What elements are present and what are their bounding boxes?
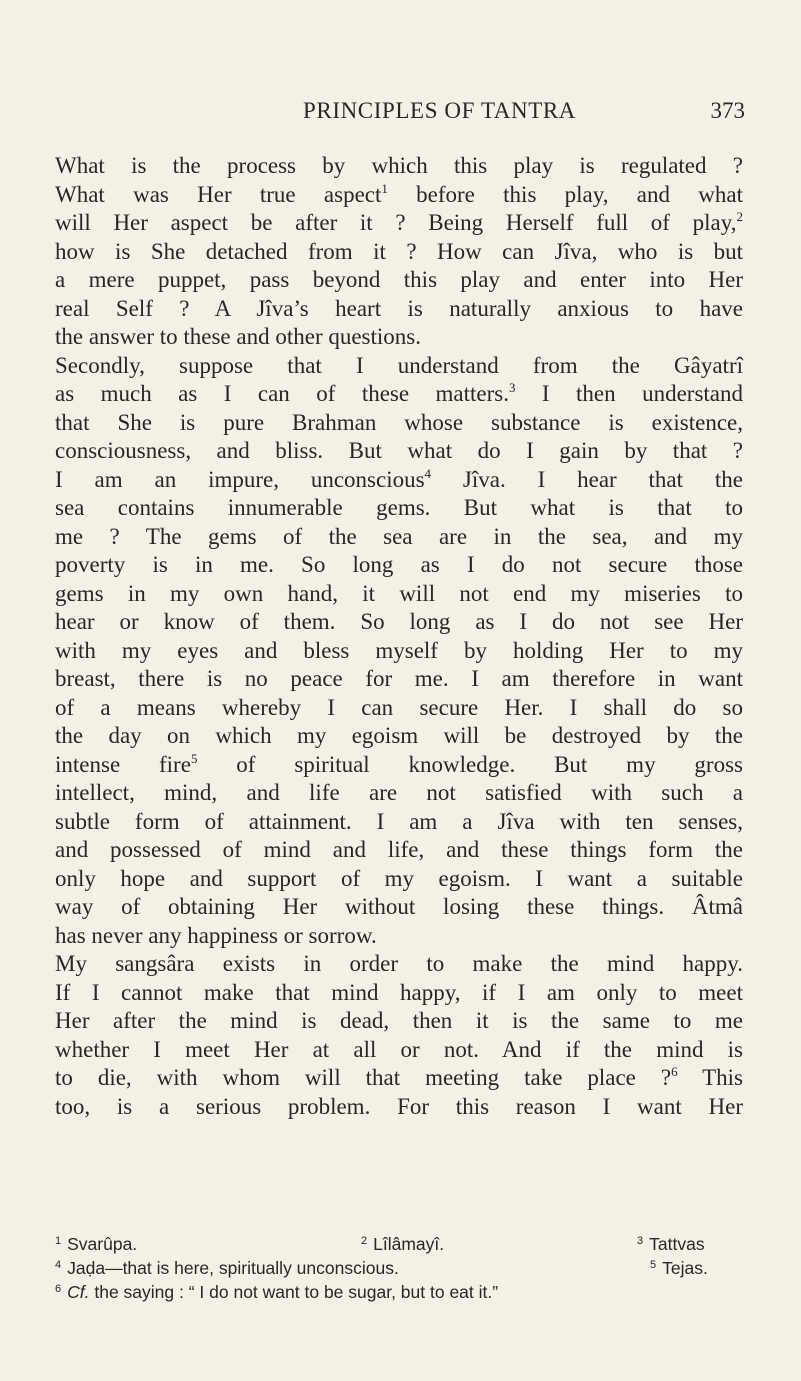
footnote-row bbox=[55, 1256, 743, 1280]
text-line: What was Her true aspect$^1$ before this play, and what bbox=[55, 180, 743, 207]
text-line: as much as I can of these matters.$^3$ I then understand bbox=[55, 380, 743, 406]
text-line: whether I meet Her at all or not. And if the mind is bbox=[55, 1036, 743, 1062]
text-line: with my eyes and bless myself by holding Her to my bbox=[55, 637, 743, 663]
footnote-row bbox=[55, 1232, 743, 1256]
footnote-5: $^5$ Tejas. bbox=[650, 1258, 708, 1278]
text-line: how is She detached from it ? How can Jîva, who is but bbox=[55, 238, 743, 264]
text-line: has never any happiness or sorrow. bbox=[55, 922, 377, 948]
text-line: intense fire$^5$ of spiritual knowledge. But my gross bbox=[55, 750, 743, 777]
page-header bbox=[0, 98, 801, 132]
text-line: subtle form of attainment. I am a Jîva with ten senses, bbox=[55, 808, 743, 834]
text-line: gems in my own hand, it will not end my miseries to bbox=[55, 580, 743, 606]
text-line: My sangsâra exists in order to make the mind happy. bbox=[55, 951, 743, 976]
text-line: intellect, mind, and life are not satisfied with such a bbox=[55, 780, 743, 805]
text-line: sea contains innumerable gems. But what is that to bbox=[55, 495, 743, 520]
text-line: and possessed of mind and life, and these things form the bbox=[55, 837, 743, 862]
text-line: If I cannot make that mind happy, if I am only to meet bbox=[55, 979, 743, 1005]
text-line: me ? The gems of the sea are in the sea, and my bbox=[55, 523, 743, 549]
text-line: the answer to these and other questions. bbox=[55, 324, 421, 349]
text-line: real Self ? A Jîva’s heart is naturally anxious to have bbox=[55, 295, 743, 321]
text-line: will Her aspect be after it ? Being Herself full of play,$^2$ bbox=[55, 209, 743, 235]
footnote-row bbox=[55, 1280, 743, 1304]
footnotes bbox=[55, 1232, 743, 1304]
footnote-1: $^1$ Svarûpa. bbox=[55, 1234, 138, 1254]
footnote-3: $^3$ Tattvas bbox=[637, 1234, 705, 1254]
text-line: a mere puppet, pass beyond this play and enter into Her bbox=[55, 267, 743, 292]
text-line: Secondly, suppose that I understand from the Gâyatrî bbox=[55, 352, 743, 378]
text-line: way of obtaining Her without losing these things. Âtmâ bbox=[55, 894, 743, 919]
text-line: that She is pure Brahman whose substance is existence, bbox=[55, 409, 743, 435]
text-line: only hope and support of my egoism. I want a suitable bbox=[55, 865, 743, 891]
running-head: PRINCIPLES OF TANTRA bbox=[303, 98, 576, 123]
text-line: consciousness, and bliss. But what do I gain by that ? bbox=[55, 438, 743, 463]
text-line: What is the process by which this play is regulated ? bbox=[55, 153, 743, 178]
page-number: 373 bbox=[710, 98, 745, 123]
footnote-6: $^6$ Cf. the saying : “ I do not want to be sugar, but to eat it.” bbox=[55, 1282, 499, 1302]
text-line: poverty is in me. So long as I do not secure those bbox=[55, 552, 743, 577]
text-line: I am an impure, unconscious$^4$ Jîva. I hear that the bbox=[55, 465, 744, 492]
text-line: too, is a serious problem. For this reason I want Her bbox=[55, 1093, 743, 1119]
text-line: of a means whereby I can secure Her. I shall do so bbox=[55, 694, 743, 720]
text-line: hear or know of them. So long as I do not see Her bbox=[55, 609, 743, 634]
text-line: breast, there is no peace for me. I am therefore in want bbox=[55, 666, 743, 691]
footnote-2: $^2$ Lîlâmayî. bbox=[361, 1234, 445, 1254]
text-line: to die, with whom will that meeting take place ?$^6$ This bbox=[55, 1064, 743, 1090]
body-text bbox=[55, 152, 743, 1121]
footnote-4: $^4$ Jaḍa—that is here, spiritually unconscious. bbox=[55, 1258, 399, 1278]
text-line: Her after the mind is dead, then it is the same to me bbox=[55, 1008, 743, 1033]
text-line: the day on which my egoism will be destroyed by the bbox=[55, 723, 743, 748]
